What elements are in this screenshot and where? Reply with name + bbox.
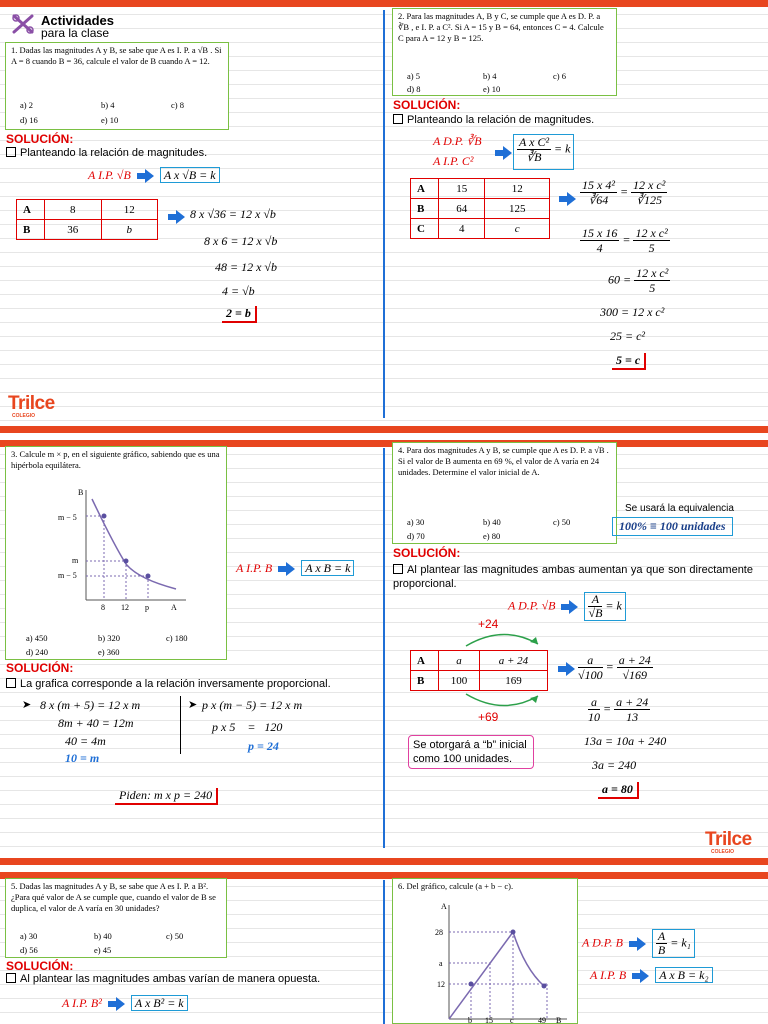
solution-label: SOLUCIÓN: [6, 132, 74, 146]
graph-axis-label: B [556, 1016, 562, 1024]
equation: 3a = 240 [592, 758, 637, 772]
trilce-logo [705, 830, 752, 855]
graph-tick-label: m [72, 556, 79, 565]
relation-dp: A D.P. ∛B [433, 134, 482, 148]
graph-tick-label: b [468, 1016, 472, 1024]
option: a) 30 [407, 517, 425, 527]
bullet-arrow-icon: ➤ [188, 699, 198, 711]
frac-den: 4 [596, 241, 603, 255]
frac-den: ∛125 [636, 193, 662, 207]
bottom-bar [0, 426, 768, 433]
equation: $\frac{a}{√100}$ = $\frac{a + 24}{√169}$ [578, 653, 651, 682]
table-cell: 100 [439, 671, 480, 691]
increment-label: +24 [478, 617, 499, 631]
step-text: La grafica corresponde a la relación inversamente proporcional. [20, 678, 331, 690]
equation: 25 = c² [610, 329, 646, 343]
arrow-right-icon [637, 937, 646, 951]
problem-3-box [5, 446, 227, 660]
header-subtitle: para la clase [41, 26, 110, 40]
solution-label: SOLUCIÓN: [6, 959, 74, 973]
problem-1-box [5, 42, 229, 130]
solution-label: SOLUCIÓN: [393, 546, 461, 560]
top-bar [0, 0, 768, 7]
option: b) 4 [483, 71, 497, 81]
equation: 4 = √b [222, 284, 255, 298]
table-cell: 64 [439, 199, 485, 219]
increment-label: +69 [478, 710, 499, 724]
relation-ip: A I.P. C² [433, 154, 474, 168]
frac-num: a [588, 695, 600, 710]
problem-6-text: 6. Del gráfico, calcule (a + b − c). [398, 881, 514, 891]
graph-tick-label: 49 [538, 1016, 546, 1024]
answer [222, 306, 257, 321]
checkbox-icon [6, 147, 16, 157]
option: d) 70 [407, 531, 425, 541]
relation-left: A I.P. B [590, 968, 627, 982]
option: a) 450 [26, 633, 48, 643]
equation: $\frac{a}{10}$ = $\frac{a + 24}{13}$ [588, 695, 649, 724]
frac-den: √100 [578, 668, 603, 682]
frac-num: 12 x c² [636, 266, 669, 280]
table-cell: 12 [101, 200, 158, 220]
header-title: Actividades [41, 13, 114, 28]
checkbox-icon [393, 114, 403, 124]
column-divider [383, 10, 385, 418]
answer [115, 788, 218, 803]
table-cell: a [439, 651, 480, 671]
equation: 8 x √36 = 12 x √b [190, 207, 276, 221]
table-cell: 15 [439, 179, 485, 199]
trilce-logo [8, 394, 55, 419]
equation: 8m + 40 = 12m [58, 716, 134, 730]
table-cell: B [411, 199, 439, 219]
logo-sub: COLEGIO [711, 849, 735, 855]
equation: 48 = 12 x √b [215, 260, 278, 274]
answer-text: a = 80 [598, 782, 639, 799]
frac-den: 13 [626, 710, 639, 724]
table-cell: A [17, 200, 45, 220]
table-cell: B [411, 671, 439, 691]
table-cell: A [411, 651, 439, 671]
data-table [410, 650, 548, 691]
relation-left: A I.P. B² [62, 996, 102, 1010]
graph-tick-label: c [510, 1016, 514, 1024]
arrow-right-icon [569, 600, 578, 614]
graph-tick-label: 15 [485, 1016, 493, 1024]
rel-k: = k [554, 141, 571, 156]
option: b) 320 [98, 633, 120, 643]
table-cell: B [17, 220, 45, 240]
relation [236, 561, 354, 576]
arrow-right-icon [640, 969, 649, 983]
graph-tick-label: 12 [121, 603, 129, 612]
relation-right: A x √B = k [160, 167, 220, 183]
problem-5-box [5, 878, 227, 958]
option: c) 50 [553, 517, 571, 527]
frac-num: 12 x c² [633, 178, 666, 192]
equation: 8 x 6 = 12 x √b [204, 234, 278, 248]
arrow-right-icon [286, 562, 295, 576]
relation [62, 996, 188, 1011]
data-table [410, 178, 550, 239]
table-cell: 169 [479, 671, 547, 691]
frac-num: a [578, 653, 603, 668]
table-cell: b [101, 220, 158, 240]
graph-tick-label: 8 [101, 603, 105, 612]
arrow-right-icon [176, 210, 185, 224]
frac-den: √169 [622, 668, 648, 682]
logo-name: Trilce [705, 829, 752, 850]
table-cell: 125 [485, 199, 550, 219]
relation-dp [582, 929, 695, 958]
equation: 8 x (m + 5) = 12 x m [40, 698, 141, 712]
table-cell: 8 [45, 200, 102, 220]
option: c) 180 [166, 633, 188, 643]
table-cell: C [411, 219, 439, 239]
option: c) 50 [166, 931, 184, 941]
relation [508, 592, 626, 621]
frac-den: 5 [649, 281, 656, 295]
graph-tick-label: 12 [437, 980, 445, 989]
equation: $\frac{\text{15 x 4²}}{∛64}$ = $\frac{\text{12 x c²}}{∛125}$ [582, 178, 666, 207]
relation-left: A I.P. √B [88, 168, 131, 182]
option: a) 5 [407, 71, 420, 81]
problem-4-box [392, 442, 617, 544]
answer-text: 5 = c [612, 353, 646, 370]
option: e) 10 [101, 115, 119, 125]
arrow-right-icon [503, 146, 512, 160]
option: b) 40 [94, 931, 112, 941]
graph-axis-label: A [441, 902, 447, 911]
relation-left: A D.P. √B [508, 598, 556, 613]
step-text: Planteando la relación de magnitudes. [407, 114, 595, 126]
equivalence-label: Se usará la equivalencia [625, 503, 734, 514]
problem-2-text: 2. Para las magnitudes A, B y C, se cumple que A es D. P. a ∛B , e I. P. a C². Si A = 15 y B = 64, entonces C = 4. Calcule C para A = 12 y B = 125. [398, 11, 604, 43]
table-cell: A [411, 179, 439, 199]
frac-num: 15 x 4² [582, 178, 615, 192]
divider [180, 696, 181, 754]
answer [612, 353, 646, 368]
step-text: Planteando la relación de magnitudes. [20, 147, 208, 159]
option: e) 80 [483, 531, 501, 541]
checkbox-icon [6, 678, 16, 688]
option: e) 45 [94, 945, 112, 955]
eq-left: 60 = [608, 272, 632, 287]
column-divider [383, 880, 385, 1024]
logo-name: Trilce [8, 393, 55, 414]
step-line [393, 114, 594, 126]
relation-right: A x B² = k [131, 995, 188, 1011]
table-cell: c [485, 219, 550, 239]
option: c) 6 [553, 71, 566, 81]
checkbox-icon [6, 973, 16, 983]
slide-1 [0, 0, 768, 433]
problem-3-text: 3. Calcule m × p, en el siguiente gráfico, sabiendo que es una hipérbola equilátera. [11, 449, 220, 470]
step-text: Al plantear las magnitudes ambas varían de manera opuesta. [20, 973, 321, 985]
bottom-bar [0, 858, 768, 865]
equation: p x (m − 5) = 12 x m [202, 698, 303, 712]
hyperbola-graph [56, 485, 196, 610]
relation [88, 168, 220, 183]
equation: p = 24 [248, 739, 279, 753]
relation-left: A I.P. B [236, 561, 273, 575]
activities-icon [12, 14, 34, 34]
problem-5-text: 5. Dadas las magnitudes A y B, se sabe que A es I. P. a B². ¿Para qué valor de A se cumple que, cuando el valor de B se duplica, el valor de A varía en 30 unidades? [11, 881, 216, 913]
equivalence-box: 100% ≡ 100 unidades [612, 517, 733, 536]
frac-num: a + 24 [616, 695, 649, 709]
table-cell: 4 [439, 219, 485, 239]
step-line [6, 147, 207, 159]
step-text: Al plantear las magnitudes ambas aumentan ya que son directamente proporcional. [393, 564, 753, 590]
data-table [16, 199, 158, 240]
solution-label: SOLUCIÓN: [6, 661, 74, 675]
problem-6-box [392, 878, 578, 1024]
relation-right: A x B = k [301, 560, 354, 576]
equation: 13a = 10a + 240 [584, 734, 667, 748]
graph-tick-label: 28 [435, 928, 443, 937]
curved-arrow-icon [458, 692, 548, 712]
option: d) 56 [20, 945, 38, 955]
answer [598, 782, 639, 797]
frac-den: 10 [588, 710, 600, 724]
logo-sub: COLEGIO [12, 413, 36, 419]
option: d) 16 [20, 115, 38, 125]
option: d) 240 [26, 647, 48, 657]
rel-k: = k₁ [670, 935, 691, 950]
frac-den: B [657, 943, 666, 957]
graph-tick-label: p [145, 603, 149, 612]
option: b) 4 [101, 100, 115, 110]
frac-num: A x C² [519, 135, 550, 149]
equation: $\frac{15 x 16}{4}$ = $\frac{\text{12 x c²}}{5}$ [582, 226, 668, 255]
frac-num: 12 x c² [635, 226, 668, 240]
option: b) 40 [483, 517, 501, 527]
rel-k: = k [605, 598, 622, 613]
option: c) 8 [171, 100, 184, 110]
option: a) 2 [20, 100, 33, 110]
graph-tick-label: a [439, 959, 443, 968]
answer-text: 2 = b [222, 306, 257, 323]
frac-den: ∛B [526, 150, 542, 164]
arrow-right-icon [567, 192, 576, 206]
step-line [6, 678, 331, 690]
frac-num: A [588, 593, 602, 607]
graph-axis-label: B [78, 488, 84, 497]
frac-num: 15 x 16 [582, 226, 618, 240]
step-line [393, 563, 753, 591]
column-divider [383, 448, 385, 848]
relation-box [584, 592, 625, 621]
note-box: Se otorgará a “b” inicial como 100 unidades. [408, 735, 534, 769]
arrow-right-icon [116, 997, 125, 1011]
table-cell: 36 [45, 220, 102, 240]
frac-den: √B [588, 606, 603, 620]
equation: 10 = m [65, 751, 100, 765]
problem-4-text: 4. Para dos magnitudes A y B, se cumple que A es D. P. a √B . Si el valor de B aumenta en 69 %, el valor de A varía en 24 unidades. Determine el valor inicial de A. [398, 445, 609, 477]
solution-label: SOLUCIÓN: [393, 98, 461, 112]
frac-num: a + 24 [618, 653, 651, 667]
option: a) 30 [20, 931, 38, 941]
bullet-arrow-icon: ➤ [22, 699, 32, 711]
frac-den: ∛64 [588, 193, 609, 207]
equation [608, 266, 670, 295]
slide-2 [0, 440, 768, 865]
option: e) 360 [98, 647, 120, 657]
answer-text: Piden: m x p = 240 [115, 788, 218, 805]
checkbox-icon [393, 564, 403, 574]
graph-axis-label: A [171, 603, 177, 612]
relation-ip [590, 968, 713, 983]
graph-tick-label: m − 5 [58, 513, 77, 522]
step-line [6, 973, 320, 985]
table-cell: 12 [485, 179, 550, 199]
arrow-right-icon [566, 662, 575, 676]
option: e) 10 [483, 84, 501, 94]
relation-right: A x B = k₂ [655, 967, 712, 983]
equation: p x 5 = 120 [212, 720, 283, 734]
graph-tick-label: m − 5 [58, 571, 77, 580]
frac-den: 5 [648, 241, 655, 255]
slide-3 [0, 872, 768, 1024]
equation: 40 = 4m [65, 734, 106, 748]
frac-num: A [657, 929, 666, 943]
relation-box [513, 134, 574, 170]
arrow-right-icon [145, 169, 154, 183]
problem-1-text: 1. Dadas las magnitudes A y B, se sabe que A es I. P. a √B . Si A = 8 cuando B = 36, calcule el valor de B cuando A = 12. [11, 45, 222, 66]
relation-left: A D.P. B [582, 935, 623, 950]
relation-box [652, 929, 695, 958]
equation: 300 = 12 x c² [600, 305, 665, 319]
problem-2-box [392, 8, 617, 96]
table-cell: a + 24 [479, 651, 547, 671]
curved-arrow-icon [458, 628, 548, 648]
option: d) 8 [407, 84, 421, 94]
